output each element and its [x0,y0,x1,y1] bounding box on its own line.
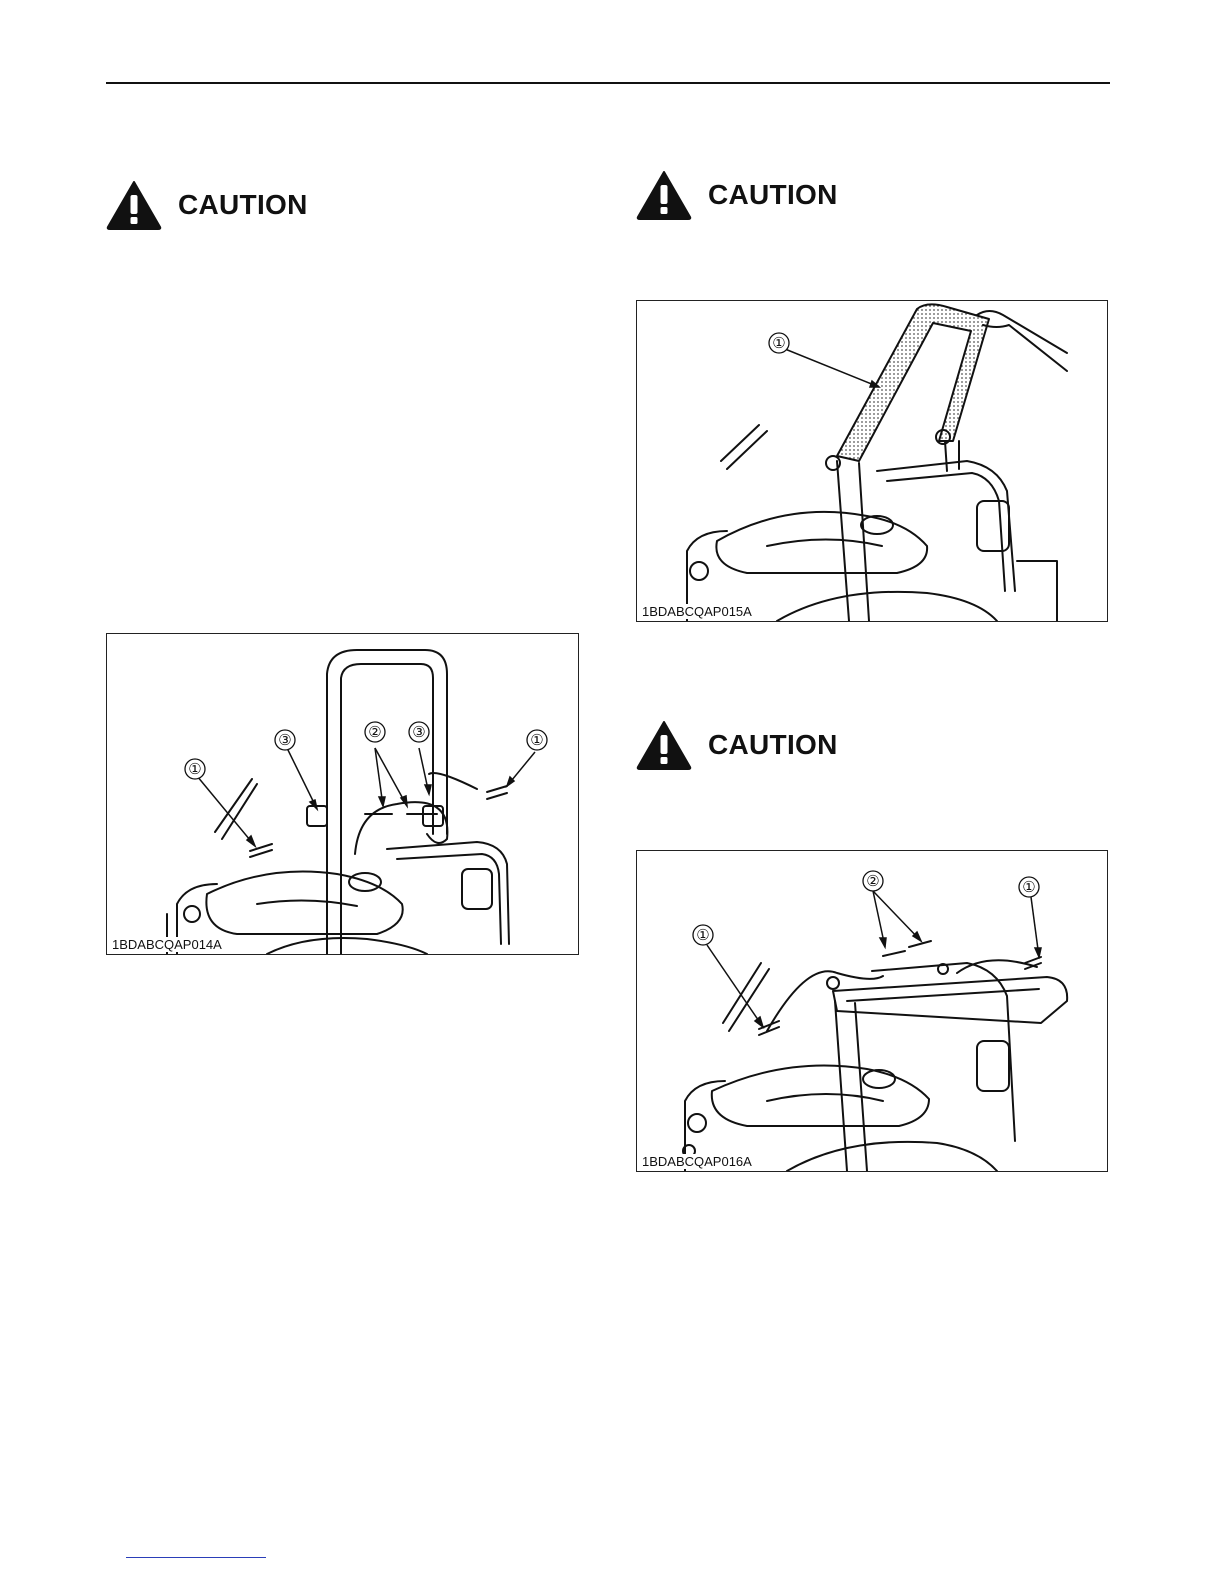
warning-icon [636,170,692,220]
header-rule [106,82,1110,84]
caution-label-3: CAUTION [708,729,838,760]
caution-heading-2 [636,170,838,220]
caution-heading-1 [106,180,308,230]
rops-folded-illustration [637,851,1107,1171]
footer-link-underline[interactable] [126,1557,266,1558]
callout-2: ② [368,724,382,741]
callout-3b: ③ [412,724,426,741]
figure-code: 1BDABCQAP015A [642,604,755,619]
caution-label-1: CAUTION [178,189,308,220]
rops-folding-illustration [637,301,1107,621]
figure-code: 1BDABCQAP014A [112,937,225,952]
callout-1a: ① [188,761,202,778]
warning-icon [636,720,692,770]
callout-2: ② [866,873,880,890]
callout-1a: ① [696,927,710,944]
rops-upright-illustration [107,634,578,954]
caution-heading-3 [636,720,838,770]
callout-3a: ③ [278,732,292,749]
figure-rops-folded [636,850,1108,1172]
callout-1b: ① [530,732,544,749]
caution-label-2: CAUTION [708,179,838,210]
callout-1b: ① [1022,879,1036,896]
warning-icon [106,180,162,230]
callout-1: ① [772,335,786,352]
figure-code: 1BDABCQAP016A [642,1154,755,1169]
figure-rops-pins [106,633,579,955]
figure-rops-folding [636,300,1108,622]
